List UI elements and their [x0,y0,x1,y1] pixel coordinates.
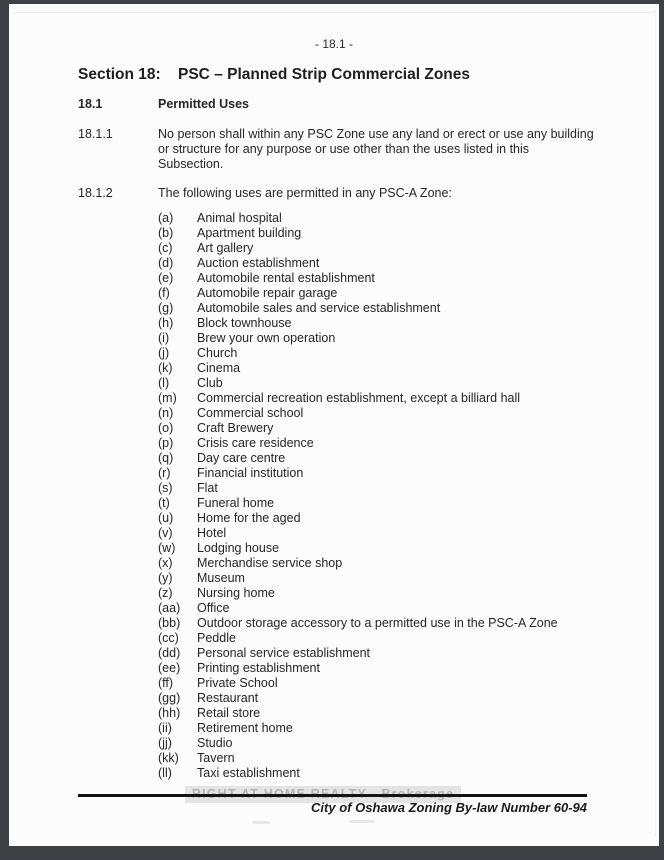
use-letter: (s) [158,481,173,495]
use-letter: (b) [158,226,174,240]
use-text: Apartment building [197,226,302,240]
use-text: Craft Brewery [197,421,274,435]
use-text: Tavern [197,751,235,765]
section-heading-label: Section 18: [78,66,161,83]
footer-rule [78,794,587,797]
use-text: Auction establishment [197,256,320,270]
page-number-header: - 18.1 - [314,37,353,51]
use-text: Club [197,376,223,390]
clause-18-1-2 [78,186,595,201]
section-heading [78,66,470,84]
use-text: Studio [197,736,233,750]
use-letter: (e) [158,271,174,285]
use-letter: (z) [158,586,173,600]
list-item [158,241,558,256]
use-letter: (c) [158,241,173,255]
use-letter: (ll) [158,766,172,780]
list-item [158,466,558,481]
use-text: Retirement home [197,721,293,735]
use-text: Automobile rental establishment [197,271,375,285]
list-item [158,391,558,406]
list-item [158,736,558,751]
use-text: Peddle [197,631,236,645]
use-text: Cinema [197,361,241,375]
clause-18-1-1 [78,127,595,172]
clause-number: 18.1.2 [78,186,113,200]
use-text: Brew your own operation [197,331,336,345]
section-heading-title: PSC – Planned Strip Commercial Zones [178,66,470,83]
list-item [158,256,558,271]
scan-artifact-line-top [13,12,655,13]
list-item [158,346,558,361]
list-item [158,226,558,241]
use-letter: (gg) [158,691,181,705]
list-item [158,211,558,226]
list-item [158,496,558,511]
use-letter: (r) [158,466,171,480]
clause-text: No person shall within any PSC Zone use any land or erect or use any building or structure for any purpose or use other than the uses listed in this Subsection. [158,127,594,171]
list-item [158,721,558,736]
use-text: Block townhouse [197,316,292,330]
use-letter: (aa) [158,601,181,615]
use-text: Art gallery [197,241,254,255]
list-item [158,541,558,556]
use-text: Private School [197,676,278,690]
list-item [158,271,558,286]
use-letter: (w) [158,541,176,555]
list-item [158,331,558,346]
use-text: Printing establishment [197,661,320,675]
list-item [158,526,558,541]
use-text: Nursing home [197,586,275,600]
list-item [158,301,558,316]
use-text: Day care centre [197,451,286,465]
use-text: Crisis care residence [197,436,314,450]
list-item [158,361,558,376]
use-letter: (n) [158,406,174,420]
clause-number: 18.1.1 [78,127,113,141]
use-text: Personal service establishment [197,646,370,660]
use-text: Church [197,346,238,360]
list-item [158,571,558,586]
list-item [158,511,558,526]
use-letter: (v) [158,526,173,540]
permitted-uses-list [158,211,558,781]
use-letter: (ff) [158,676,174,690]
footer-bylaw-title: City of Oshawa Zoning By-law Number 60-94 [311,800,587,815]
use-text: Restaurant [197,691,259,705]
list-item [158,691,558,706]
use-text: Commercial recreation establishment, except a billiard hall [197,391,521,405]
use-letter: (d) [158,256,174,270]
scanned-page [9,4,659,846]
list-item [158,676,558,691]
list-item [158,601,558,616]
use-text: Retail store [197,706,261,720]
list-item [158,646,558,661]
use-text: Museum [197,571,245,585]
list-item [158,751,558,766]
use-letter: (x) [158,556,173,570]
list-item [158,316,558,331]
use-letter: (ii) [158,721,172,735]
use-text: Outdoor storage accessory to a permitted use in the PSC-A Zone [197,616,558,630]
use-letter: (ee) [158,661,181,675]
use-text: Lodging house [197,541,280,555]
use-letter: (jj) [158,736,172,750]
list-item [158,436,558,451]
use-letter: (t) [158,496,170,510]
use-letter: (o) [158,421,174,435]
use-text: Merchandise service shop [197,556,343,570]
subsection-title: Permitted Uses [158,97,250,111]
use-letter: (cc) [158,631,179,645]
scan-artifact-smudge [349,820,375,823]
use-letter: (y) [158,571,173,585]
list-item [158,631,558,646]
use-letter: (l) [158,376,170,390]
subsection-heading [78,97,249,111]
list-item [158,616,558,631]
use-letter: (kk) [158,751,179,765]
list-item [158,421,558,436]
use-text: Home for the aged [197,511,301,525]
scan-artifact-smudge [252,821,270,824]
use-letter: (hh) [158,706,181,720]
use-letter: (g) [158,301,174,315]
use-letter: (a) [158,211,174,225]
use-letter: (q) [158,451,174,465]
clause-text: The following uses are permitted in any PSC-A Zone: [158,186,452,200]
use-letter: (f) [158,286,170,300]
use-letter: (j) [158,346,170,360]
list-item [158,766,558,781]
list-item [158,376,558,391]
use-text: Flat [197,481,218,495]
use-text: Animal hospital [197,211,282,225]
use-letter: (k) [158,361,173,375]
list-item [158,286,558,301]
use-letter: (m) [158,391,177,405]
use-letter: (h) [158,316,174,330]
use-text: Financial institution [197,466,304,480]
list-item [158,706,558,721]
scan-artifact-line-right [655,10,656,836]
list-item [158,451,558,466]
subsection-number: 18.1 [78,97,103,111]
use-text: Commercial school [197,406,304,420]
use-text: Taxi establishment [197,766,300,780]
use-letter: (bb) [158,616,181,630]
use-letter: (dd) [158,646,181,660]
use-letter: (u) [158,511,174,525]
use-text: Funeral home [197,496,275,510]
use-text: Automobile sales and service establishment [197,301,441,315]
use-letter: (p) [158,436,174,450]
list-item [158,406,558,421]
list-item [158,556,558,571]
use-letter: (i) [158,331,170,345]
use-text: Automobile repair garage [197,286,338,300]
use-text: Office [197,601,230,615]
list-item [158,661,558,676]
list-item [158,481,558,496]
use-text: Hotel [197,526,227,540]
list-item [158,586,558,601]
